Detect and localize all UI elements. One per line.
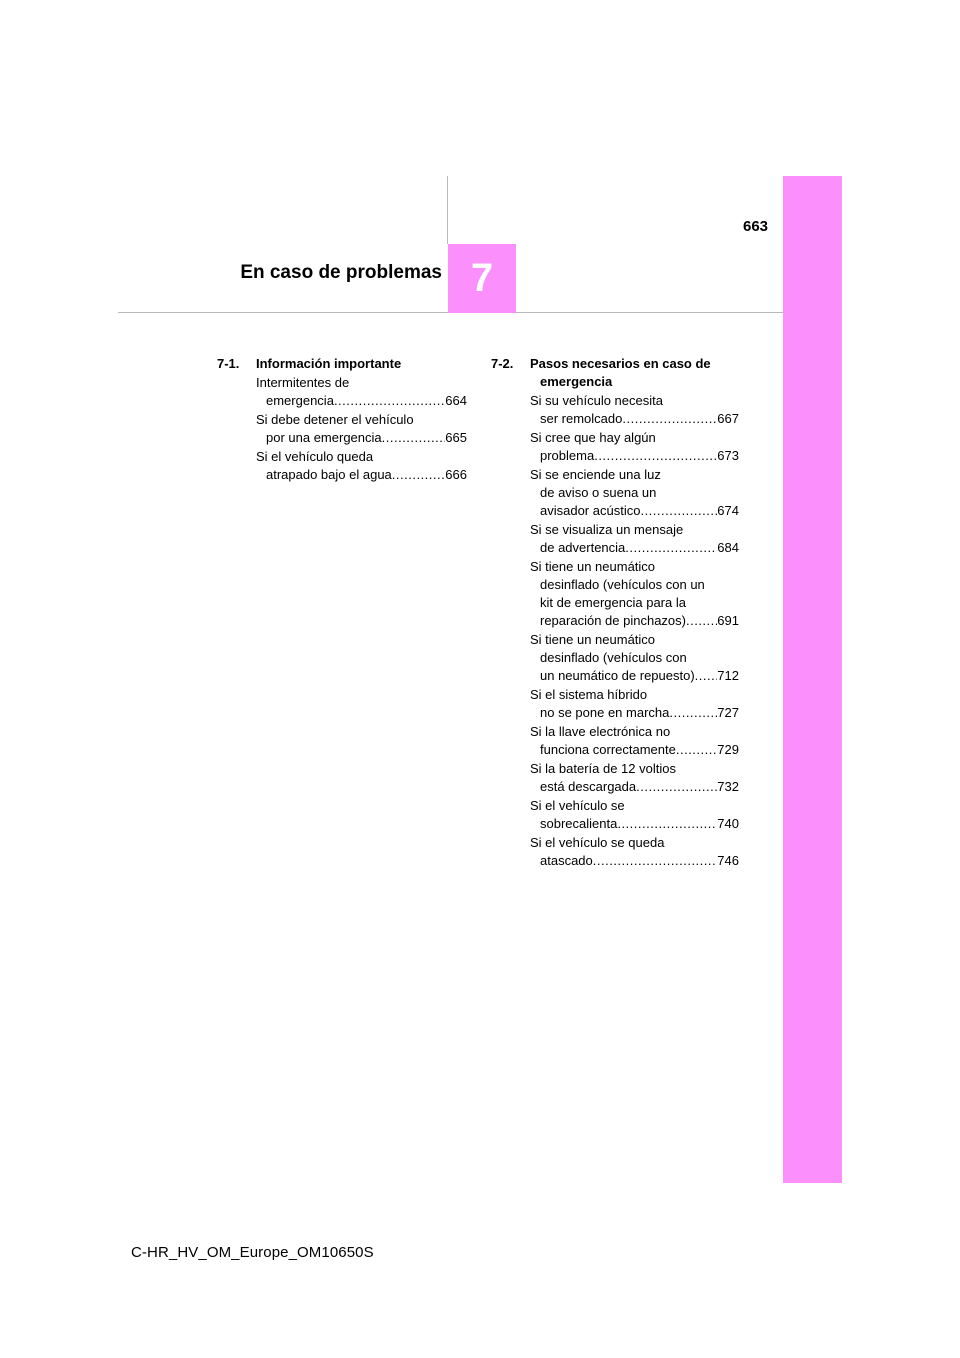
toc-entry-text: Si el vehículo se queda	[530, 835, 665, 850]
chapter-number: 7	[470, 256, 494, 300]
toc-entry-text: sobrecalienta	[540, 816, 618, 831]
section-title	[256, 355, 467, 373]
toc-entry-leader-line	[256, 429, 467, 447]
toc-entry-text: desinflado (vehículos con un	[540, 577, 705, 592]
dot-leader	[625, 539, 717, 557]
toc-entry[interactable]	[256, 448, 467, 484]
section-title	[530, 355, 739, 391]
toc-entry-text: Si el vehículo queda	[256, 449, 374, 464]
toc-entry-text: por una emergencia	[266, 430, 382, 445]
toc-entry-text: atrapado bajo el agua	[266, 467, 392, 482]
toc-entry-text: Si tiene un neumático	[530, 632, 656, 647]
toc-page-number: 732	[717, 779, 739, 794]
toc-entry-leader-line	[530, 778, 739, 796]
dot-leader	[669, 704, 717, 722]
dot-leader	[636, 778, 717, 796]
dot-leader	[622, 410, 717, 428]
toc-entry-text: problema	[540, 448, 595, 463]
section-title-line: emergencia	[540, 374, 613, 389]
toc-entry-text: Si la llave electrónica no	[530, 724, 671, 739]
toc-entry-text: kit de emergencia para la	[540, 595, 686, 610]
toc-page-number: 746	[717, 853, 739, 868]
toc-entry-text: Si su vehículo necesita	[530, 393, 663, 408]
section-title-line: Pasos necesarios en caso de	[530, 356, 711, 371]
toc-entry-text: no se pone en marcha	[540, 705, 670, 720]
toc-entry[interactable]	[530, 392, 739, 428]
header-divider-vertical	[447, 176, 448, 244]
toc-entry[interactable]	[530, 834, 739, 870]
toc-entry-leader-line	[530, 852, 739, 870]
toc-entry-text: Intermitentes de	[256, 375, 350, 390]
toc-entry-text: ser remolcado	[540, 411, 623, 426]
section-number: 7-2.	[491, 356, 514, 371]
toc-entry-leader-line	[530, 539, 739, 557]
toc-entry-text: un neumático de repuesto)	[540, 668, 695, 683]
dot-leader	[617, 815, 717, 833]
toc-entry[interactable]	[530, 797, 739, 833]
toc-page-number: 673	[717, 448, 739, 463]
dot-leader	[695, 667, 718, 685]
toc-entry-text: de aviso o suena un	[540, 485, 657, 500]
toc-entry-list	[256, 374, 467, 484]
toc-page-number: 665	[445, 430, 467, 445]
toc-entry-leader-line	[256, 466, 467, 484]
toc-entry-leader-line	[530, 667, 739, 685]
toc-entry-text: reparación de pinchazos)	[540, 613, 686, 628]
toc-page-number: 691	[717, 613, 739, 628]
toc-entry-leader-line	[530, 410, 739, 428]
toc-page-number: 664	[445, 393, 467, 408]
toc-entry-text: Si cree que hay algún	[530, 430, 656, 445]
toc-entry-text: Si el vehículo se	[530, 798, 625, 813]
toc-entry-text: Si debe detener el vehículo	[256, 412, 414, 427]
dot-leader	[594, 447, 717, 465]
toc-entry-text: funciona correctamente	[540, 742, 676, 757]
toc-entry[interactable]	[530, 686, 739, 722]
section-heading	[217, 355, 467, 373]
toc-entry-text: Si se enciende una luz	[530, 467, 661, 482]
toc-entry-leader-line	[530, 502, 739, 520]
toc-entry[interactable]	[530, 429, 739, 465]
section-heading	[491, 355, 739, 391]
toc-entry-text: Si la batería de 12 voltios	[530, 761, 676, 776]
dot-leader	[686, 612, 717, 630]
toc-entry[interactable]	[530, 521, 739, 557]
toc-entry-text: Si el sistema híbrido	[530, 687, 648, 702]
dot-leader	[676, 741, 717, 759]
toc-entry-list	[530, 392, 739, 870]
toc-entry-text: está descargada	[540, 779, 637, 794]
chapter-side-tab	[783, 176, 842, 1183]
dot-leader	[334, 392, 445, 410]
toc-entry-leader-line	[256, 392, 467, 410]
toc-entry[interactable]	[530, 723, 739, 759]
toc-page-number: 712	[717, 668, 739, 683]
toc-entry[interactable]	[530, 558, 739, 630]
toc-section-right	[491, 355, 739, 871]
toc-entry-leader-line	[530, 447, 739, 465]
toc-page-number: 727	[717, 705, 739, 720]
toc-entry-text: desinflado (vehículos con	[540, 650, 687, 665]
toc-entry-text: Si tiene un neumático	[530, 559, 656, 574]
toc-entry[interactable]	[530, 760, 739, 796]
dot-leader	[593, 852, 718, 870]
toc-page-number: 666	[445, 467, 467, 482]
toc-entry-text: emergencia	[266, 393, 334, 408]
toc-section-left	[217, 355, 467, 485]
toc-entry-leader-line	[530, 741, 739, 759]
toc-entry-text: avisador acústico	[540, 503, 641, 518]
toc-entry[interactable]	[530, 631, 739, 685]
toc-page-number: 667	[717, 411, 739, 426]
toc-entry-leader-line	[530, 704, 739, 722]
toc-entry[interactable]	[530, 466, 739, 520]
toc-entry-text: de advertencia	[540, 540, 626, 555]
toc-entry-leader-line	[530, 815, 739, 833]
section-title-line: Información importante	[256, 356, 402, 371]
chapter-title: En caso de problemas	[240, 262, 442, 283]
chapter-number-box	[448, 244, 516, 313]
toc-page-number: 674	[717, 503, 739, 518]
toc-entry-leader-line	[530, 612, 739, 630]
toc-entry-text: Si se visualiza un mensaje	[530, 522, 684, 537]
toc-entry[interactable]	[256, 374, 467, 410]
toc-page-number: 740	[717, 816, 739, 831]
dot-leader	[392, 466, 446, 484]
toc-entry[interactable]	[256, 411, 467, 447]
toc-page-number: 729	[717, 742, 739, 757]
dot-leader	[382, 429, 446, 447]
page-number: 663	[743, 218, 769, 235]
section-number: 7-1.	[217, 356, 240, 371]
toc-page-number: 684	[717, 540, 739, 555]
document-code: C-HR_HV_OM_Europe_OM10650S	[131, 1244, 374, 1261]
dot-leader	[640, 502, 717, 520]
toc-entry-text: atascado	[540, 853, 593, 868]
